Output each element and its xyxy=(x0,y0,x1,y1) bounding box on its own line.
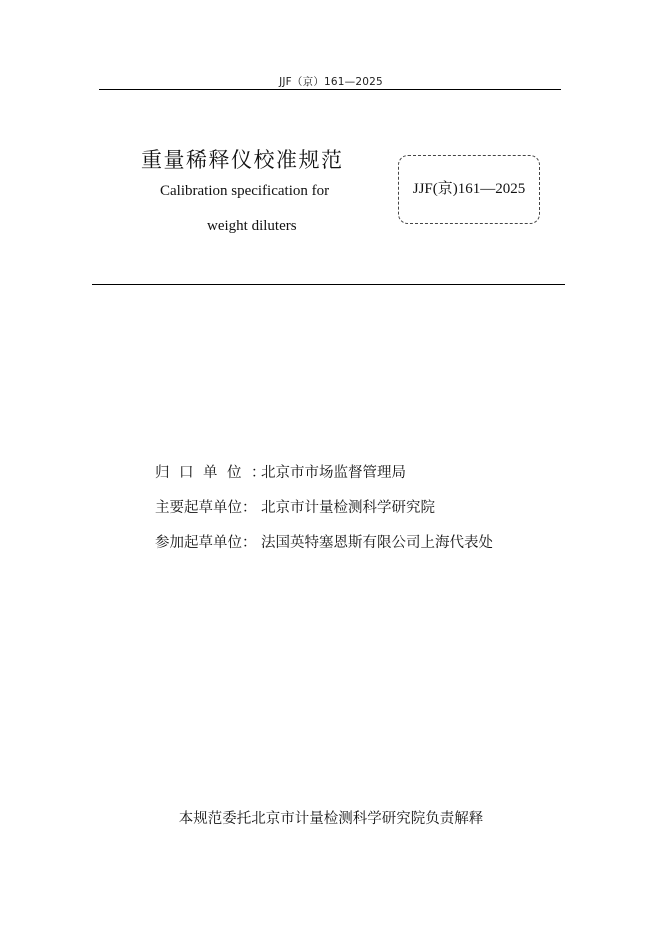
org-row-participating-drafter xyxy=(155,531,493,552)
org-row-main-drafter xyxy=(155,496,435,517)
org-label: 主要起草单位： xyxy=(155,500,257,516)
title-chinese: 重量稀释仪校准规范 xyxy=(141,148,344,172)
title-english-line-1: Calibration specification for xyxy=(160,183,330,199)
org-value: 北京市市场监督管理局 xyxy=(261,465,406,481)
footer-interpretation-note: 本规范委托北京市计量检测科学研究院负责解释 xyxy=(178,811,484,827)
org-label: 参加起草单位： xyxy=(155,535,257,551)
org-row-responsible xyxy=(155,461,406,482)
org-value: 法国英特塞恩斯有限公司上海代表处 xyxy=(261,535,493,551)
header-standard-code: JJF（京）161—2025 xyxy=(279,76,383,88)
header-rule xyxy=(99,89,561,90)
org-label: 归口单位： xyxy=(155,465,275,481)
org-value: 北京市计量检测科学研究院 xyxy=(261,500,435,516)
title-rule xyxy=(92,284,565,285)
standard-code-box-text: JJF(京)161—2025 xyxy=(412,181,526,197)
standard-code-box xyxy=(398,155,540,224)
title-english-line-2: weight diluters xyxy=(207,218,297,234)
